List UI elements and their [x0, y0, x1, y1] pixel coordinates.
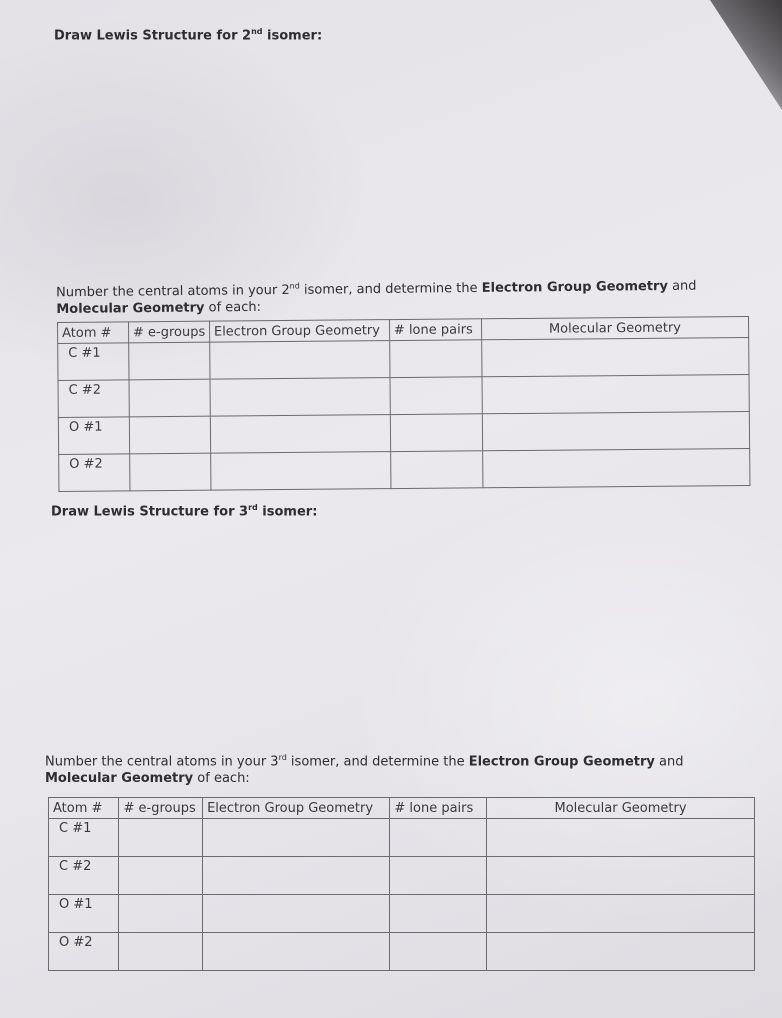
table-header-row: [49, 798, 755, 819]
atom-label: C #2: [49, 857, 119, 895]
lone-pairs-cell[interactable]: [390, 895, 487, 933]
geometry-table-3rd-isomer: [48, 797, 755, 971]
e-groups-cell[interactable]: [129, 416, 210, 454]
atom-label: O #2: [49, 933, 119, 971]
header-e-groups: # e-groups: [119, 798, 203, 819]
atom-label: C #1: [49, 819, 119, 857]
e-groups-cell[interactable]: [119, 819, 203, 857]
table-row: [49, 819, 755, 857]
electron-geometry-cell[interactable]: [203, 933, 390, 971]
molecular-geometry-cell[interactable]: [482, 374, 750, 413]
table-row: [59, 448, 750, 491]
molecular-geometry-cell[interactable]: [487, 895, 755, 933]
e-groups-cell[interactable]: [130, 453, 211, 491]
instruction-2nd-isomer: Number the central atoms in your 2nd isomer, and determine the Electron Group Geometry and Molecular Geometry of each:: [56, 278, 697, 318]
table-row: [49, 895, 755, 933]
e-groups-cell[interactable]: [129, 379, 210, 417]
molecular-geometry-cell[interactable]: [487, 819, 755, 857]
atom-label: O #2: [59, 454, 130, 492]
lone-pairs-cell[interactable]: [390, 819, 487, 857]
heading-2nd-isomer: Draw Lewis Structure for 2nd isomer:: [54, 27, 323, 44]
header-atom: Atom #: [49, 798, 119, 819]
electron-geometry-cell[interactable]: [203, 895, 390, 933]
header-e-groups: # e-groups: [128, 321, 209, 343]
electron-geometry-cell[interactable]: [203, 819, 390, 857]
atom-label: C #2: [58, 380, 129, 418]
electron-geometry-cell[interactable]: [211, 452, 391, 491]
header-molecular-geometry: Molecular Geometry: [487, 798, 755, 819]
atom-label: O #1: [49, 895, 119, 933]
lone-pairs-cell[interactable]: [390, 933, 487, 971]
electron-geometry-cell[interactable]: [210, 415, 390, 454]
lone-pairs-cell[interactable]: [389, 340, 481, 378]
page-corner-shadow: [702, 0, 782, 110]
electron-geometry-cell[interactable]: [210, 341, 390, 380]
lone-pairs-cell[interactable]: [390, 857, 487, 895]
molecular-geometry-cell[interactable]: [481, 337, 749, 376]
e-groups-cell[interactable]: [129, 342, 210, 380]
molecular-geometry-cell[interactable]: [482, 448, 750, 487]
header-atom: Atom #: [58, 322, 129, 344]
atom-label: O #1: [58, 417, 129, 455]
atom-label: C #1: [58, 343, 129, 381]
electron-geometry-cell[interactable]: [210, 378, 390, 417]
heading-3rd-isomer: Draw Lewis Structure for 3rd isomer:: [51, 503, 318, 520]
e-groups-cell[interactable]: [119, 895, 203, 933]
header-lone-pairs: # lone pairs: [390, 798, 487, 819]
header-lone-pairs: # lone pairs: [389, 319, 481, 341]
table-row: [58, 411, 749, 454]
instruction-3rd-isomer: Number the central atoms in your 3rd isomer, and determine the Electron Group Geometry and Molecular Geometry of each:: [45, 753, 684, 787]
lone-pairs-cell[interactable]: [390, 451, 482, 489]
header-electron-group-geometry: Electron Group Geometry: [203, 798, 390, 819]
table-row: [49, 857, 755, 895]
lone-pairs-cell[interactable]: [390, 377, 482, 415]
table-row: [58, 374, 749, 417]
e-groups-cell[interactable]: [119, 857, 203, 895]
molecular-geometry-cell[interactable]: [482, 411, 750, 450]
electron-geometry-cell[interactable]: [203, 857, 390, 895]
table-row: [58, 337, 749, 380]
header-molecular-geometry: Molecular Geometry: [481, 316, 748, 339]
molecular-geometry-cell[interactable]: [487, 857, 755, 895]
e-groups-cell[interactable]: [119, 933, 203, 971]
table-row: [49, 933, 755, 971]
molecular-geometry-cell[interactable]: [487, 933, 755, 971]
geometry-table-2nd-isomer: [57, 316, 750, 492]
lone-pairs-cell[interactable]: [390, 414, 482, 452]
header-electron-group-geometry: Electron Group Geometry: [209, 320, 389, 343]
